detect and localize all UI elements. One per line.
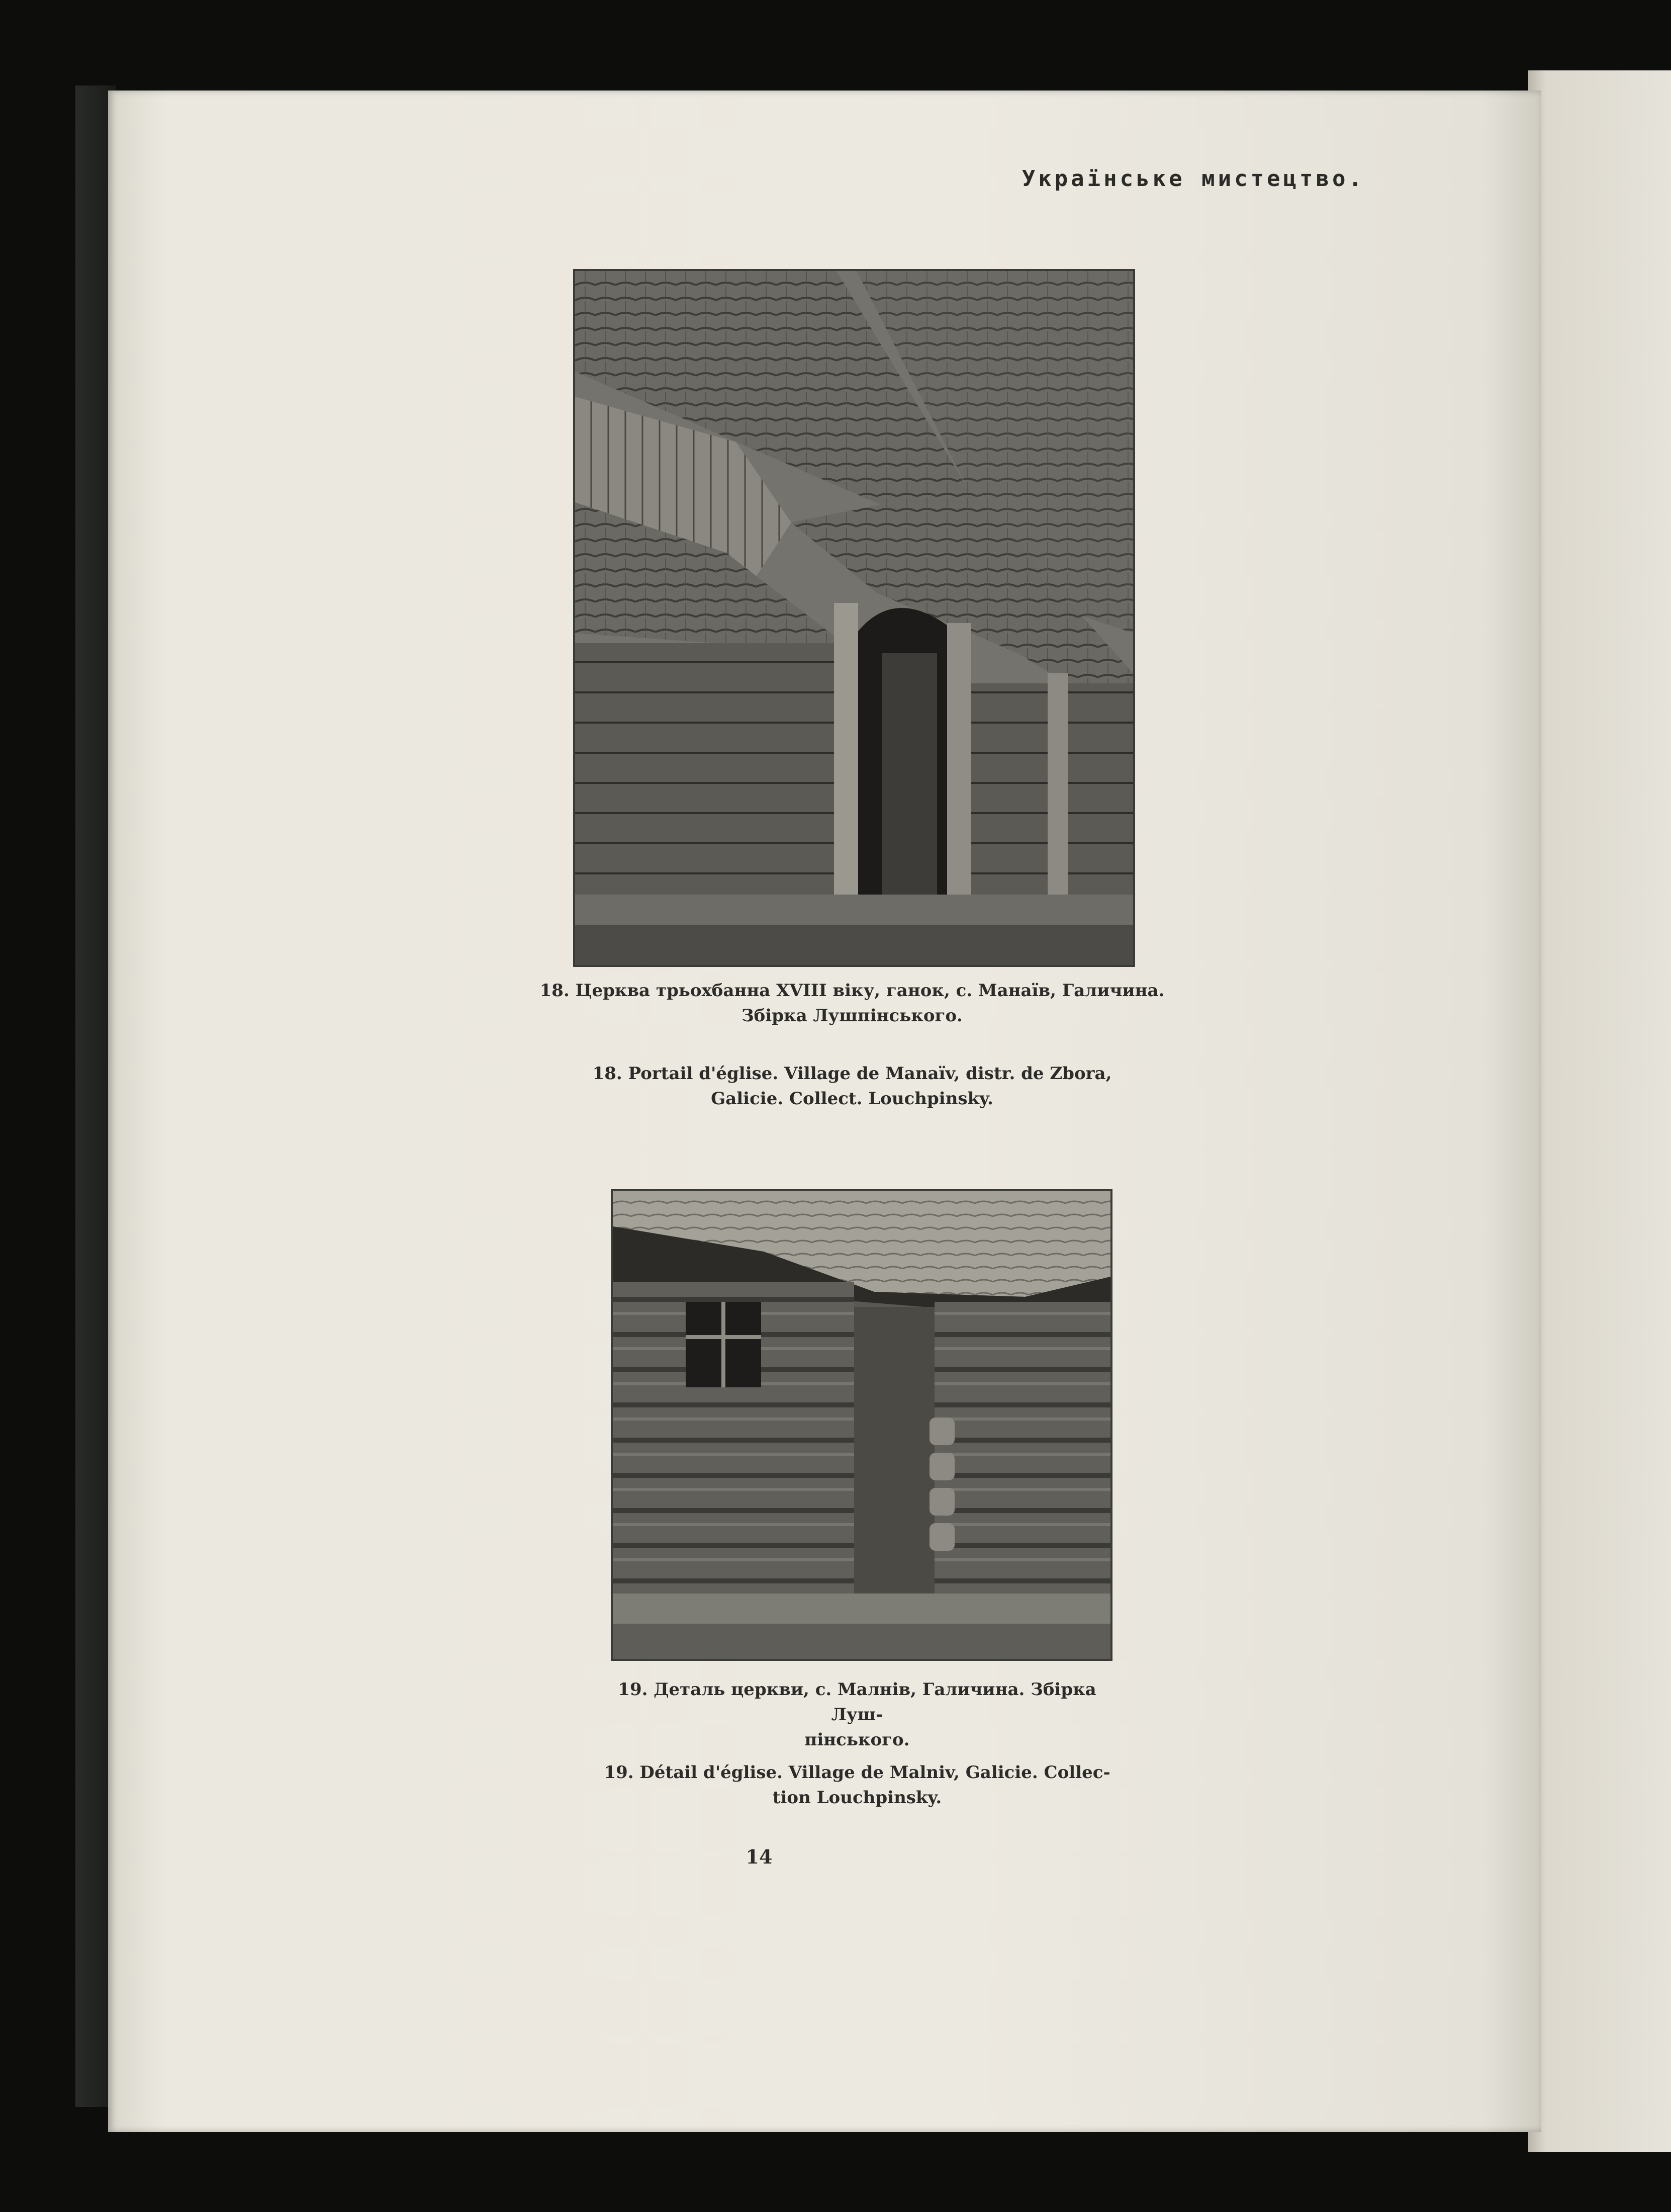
running-head: Українське мистецтво. bbox=[1022, 166, 1365, 192]
figure-18-photo bbox=[573, 269, 1135, 967]
caption-line: 19. Détail d'église. Village de Malniv, Galicie. Collec- bbox=[604, 1762, 1110, 1783]
figure-19-caption-fr bbox=[591, 1760, 1124, 1810]
book-page bbox=[108, 91, 1541, 2132]
caption-line: tion Louchpinsky. bbox=[772, 1788, 942, 1808]
figure-18-caption-uk bbox=[535, 978, 1169, 1028]
caption-line: Збірка Лушпінського. bbox=[741, 1006, 963, 1026]
figure-19-caption-uk bbox=[591, 1677, 1124, 1752]
caption-line: пінського. bbox=[804, 1730, 910, 1750]
facing-page-edge bbox=[1528, 70, 1671, 2152]
figure-19-photo bbox=[611, 1189, 1112, 1661]
caption-line: 19. Деталь церкви, с. Малнів, Галичина. Збірка Луш- bbox=[618, 1679, 1096, 1725]
caption-line: 18. Церква трьохбанна XVIII віку, ганок, с. Манаїв, Галичина. bbox=[539, 981, 1165, 1001]
page-number: 14 bbox=[746, 1845, 773, 1868]
caption-line: 18. Portail d'église. Village de Manaïv, distr. de Zbora, bbox=[592, 1064, 1112, 1084]
caption-line: Galicie. Collect. Louchpinsky. bbox=[711, 1089, 993, 1109]
figure-18-caption-fr bbox=[535, 1061, 1169, 1111]
